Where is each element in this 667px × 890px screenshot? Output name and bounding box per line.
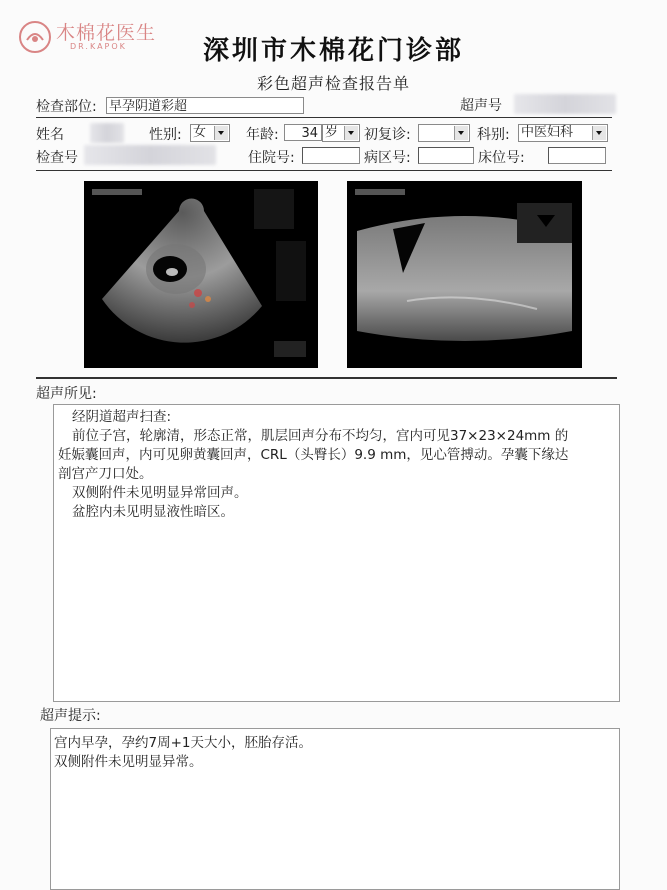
exam-part-field[interactable]: 早孕阴道彩超 bbox=[106, 97, 304, 114]
age-label: 年龄: bbox=[246, 127, 279, 143]
findings-line: 经阴道超声扫查: bbox=[72, 409, 172, 425]
inpatient-field[interactable] bbox=[302, 147, 360, 164]
findings-panel[interactable] bbox=[53, 404, 620, 702]
department-label: 科别: bbox=[477, 127, 510, 143]
chevron-down-icon bbox=[344, 126, 358, 140]
impression-line: 双侧附件未见明显异常。 bbox=[54, 754, 203, 770]
findings-line: 剖宫产刀口处。 bbox=[58, 466, 153, 482]
chevron-down-icon bbox=[454, 126, 468, 140]
findings-line: 双侧附件未见明显异常回声。 bbox=[72, 485, 248, 501]
visit-type-select[interactable] bbox=[418, 124, 470, 142]
logo-text: 木棉花医生 bbox=[56, 22, 157, 44]
chevron-down-icon bbox=[592, 126, 606, 140]
bed-label: 床位号: bbox=[478, 150, 525, 166]
form-rule bbox=[36, 170, 612, 171]
ultrasound-image-1 bbox=[84, 181, 318, 368]
chevron-down-icon bbox=[214, 126, 228, 140]
name-label: 姓名 bbox=[36, 127, 64, 143]
visit-type-label: 初复诊: bbox=[364, 127, 411, 143]
exam-number-label: 检查号 bbox=[36, 150, 78, 166]
exam-number-redacted bbox=[84, 145, 216, 165]
findings-line: 前位子宫，轮廓清，形态正常，肌层回声分布不均匀，宫内可见37×23×24mm 的 bbox=[72, 428, 569, 444]
findings-line: 盆腔内未见明显液性暗区。 bbox=[72, 504, 234, 520]
findings-line: 妊娠囊回声，内可见卵黄囊回声，CRL（头臀长）9.9 mm，见心管搏动。孕囊下缘达 bbox=[58, 447, 569, 463]
logo-subtext: DR.KAPOK bbox=[70, 42, 127, 51]
header-rule bbox=[36, 117, 612, 118]
age-unit-select[interactable] bbox=[322, 124, 360, 142]
impression-line: 宫内早孕，孕约7周+1天大小，胚胎存活。 bbox=[54, 735, 312, 751]
age-field[interactable]: 34 bbox=[284, 124, 322, 141]
report-subtitle: 彩色超声检查报告单 bbox=[256, 74, 410, 93]
gender-select[interactable] bbox=[190, 124, 230, 142]
department-select[interactable] bbox=[518, 124, 608, 142]
us-number-redacted bbox=[514, 94, 616, 114]
age-unit-value: 岁 bbox=[325, 125, 339, 140]
ultrasound-image-2 bbox=[347, 181, 582, 368]
ward-field[interactable] bbox=[418, 147, 474, 164]
bed-field[interactable] bbox=[548, 147, 606, 164]
gender-label: 性别: bbox=[149, 127, 182, 143]
impression-label: 超声提示: bbox=[40, 708, 101, 724]
findings-label: 超声所见: bbox=[36, 386, 97, 402]
us-number-label: 超声号 bbox=[460, 98, 502, 114]
ward-label: 病区号: bbox=[364, 150, 411, 166]
report-title: 深圳市木棉花门诊部 bbox=[202, 36, 464, 66]
department-value: 中医妇科 bbox=[521, 125, 574, 140]
images-rule bbox=[36, 377, 617, 379]
gender-value: 女 bbox=[193, 125, 207, 140]
impression-panel[interactable] bbox=[50, 728, 620, 890]
name-redacted bbox=[90, 123, 124, 143]
exam-part-label: 检查部位: bbox=[36, 99, 97, 115]
inpatient-label: 住院号: bbox=[248, 150, 295, 166]
